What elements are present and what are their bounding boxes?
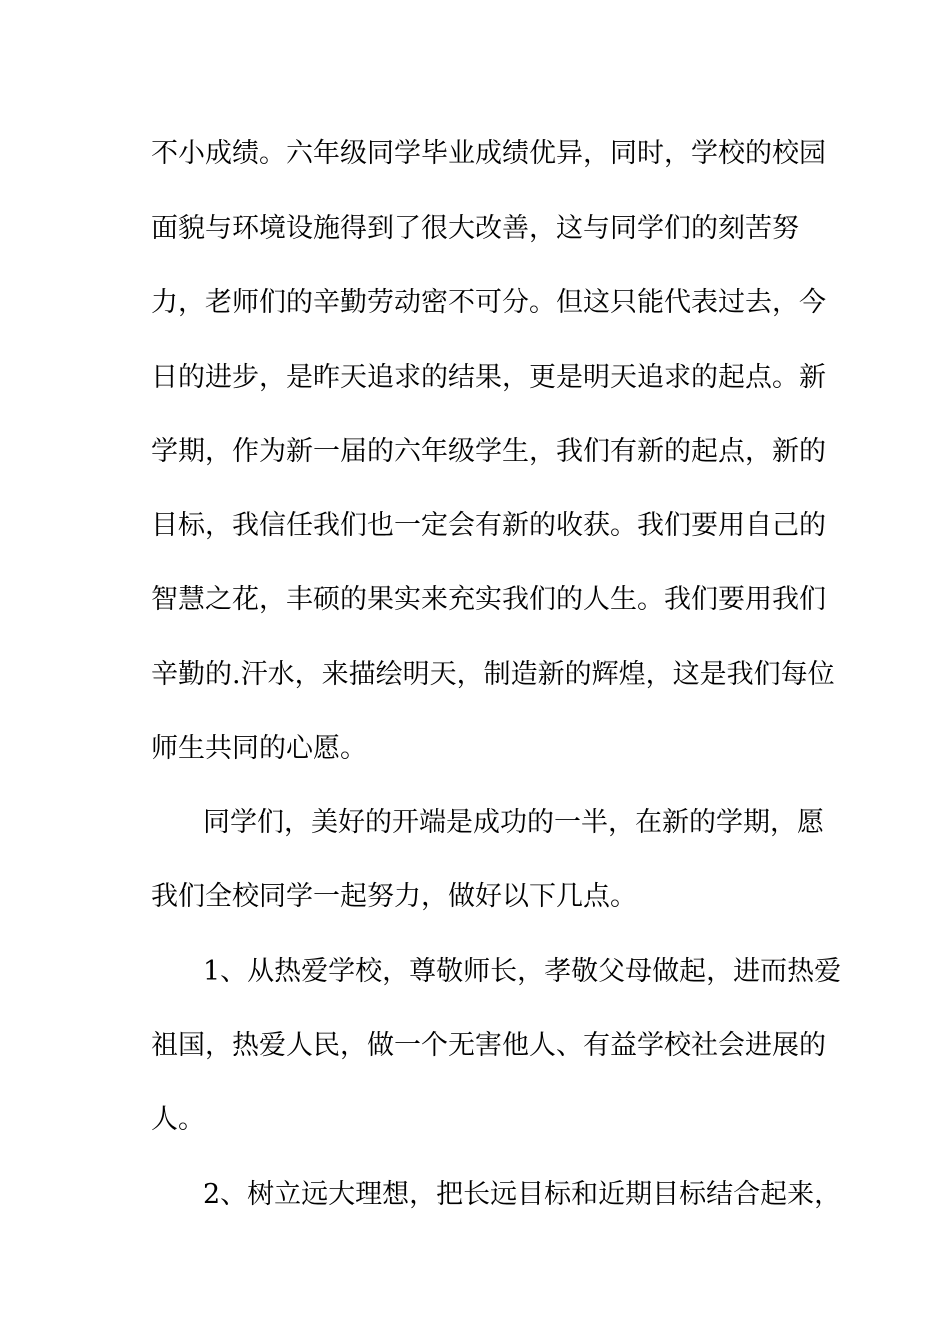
paragraph-line: 智慧之花，丰硕的果实来充实我们的人生。我们要用我们 bbox=[151, 584, 826, 615]
list-item-line: 1、从热爱学校，尊敬师长，孝敬父母做起，进而热爱 bbox=[203, 956, 842, 987]
paragraph-line: 力，老师们的辛勤劳动密不可分。但这只能代表过去，今 bbox=[151, 287, 826, 318]
paragraph-line: 面貌与环境设施得到了很大改善，这与同学们的刻苦努 bbox=[151, 213, 799, 244]
paragraph-line: 我们全校同学一起努力，做好以下几点。 bbox=[151, 881, 637, 912]
list-item-line: 祖国，热爱人民，做一个无害他人、有益学校社会进展的 bbox=[151, 1030, 826, 1061]
paragraph-line: 辛勤的.汗水，来描绘明天，制造新的辉煌，这是我们每位 bbox=[151, 659, 835, 690]
list-item-line: 2、树立远大理想，把长远目标和近期目标结合起来， bbox=[203, 1179, 842, 1210]
paragraph-line: 目标，我信任我们也一定会有新的收获。我们要用自己的 bbox=[151, 510, 826, 541]
paragraph-line: 日的进步，是昨天追求的结果，更是明天追求的起点。新 bbox=[151, 362, 826, 393]
paragraph-line: 师生共同的心愿。 bbox=[151, 733, 367, 764]
list-item-line: 人。 bbox=[151, 1104, 205, 1135]
paragraph-line: 同学们，美好的开端是成功的一半，在新的学期，愿 bbox=[203, 807, 824, 838]
paragraph-line: 不小成绩。六年级同学毕业成绩优异，同时，学校的校园 bbox=[151, 138, 826, 169]
paragraph-line: 学期，作为新一届的六年级学生，我们有新的起点，新的 bbox=[151, 436, 826, 467]
